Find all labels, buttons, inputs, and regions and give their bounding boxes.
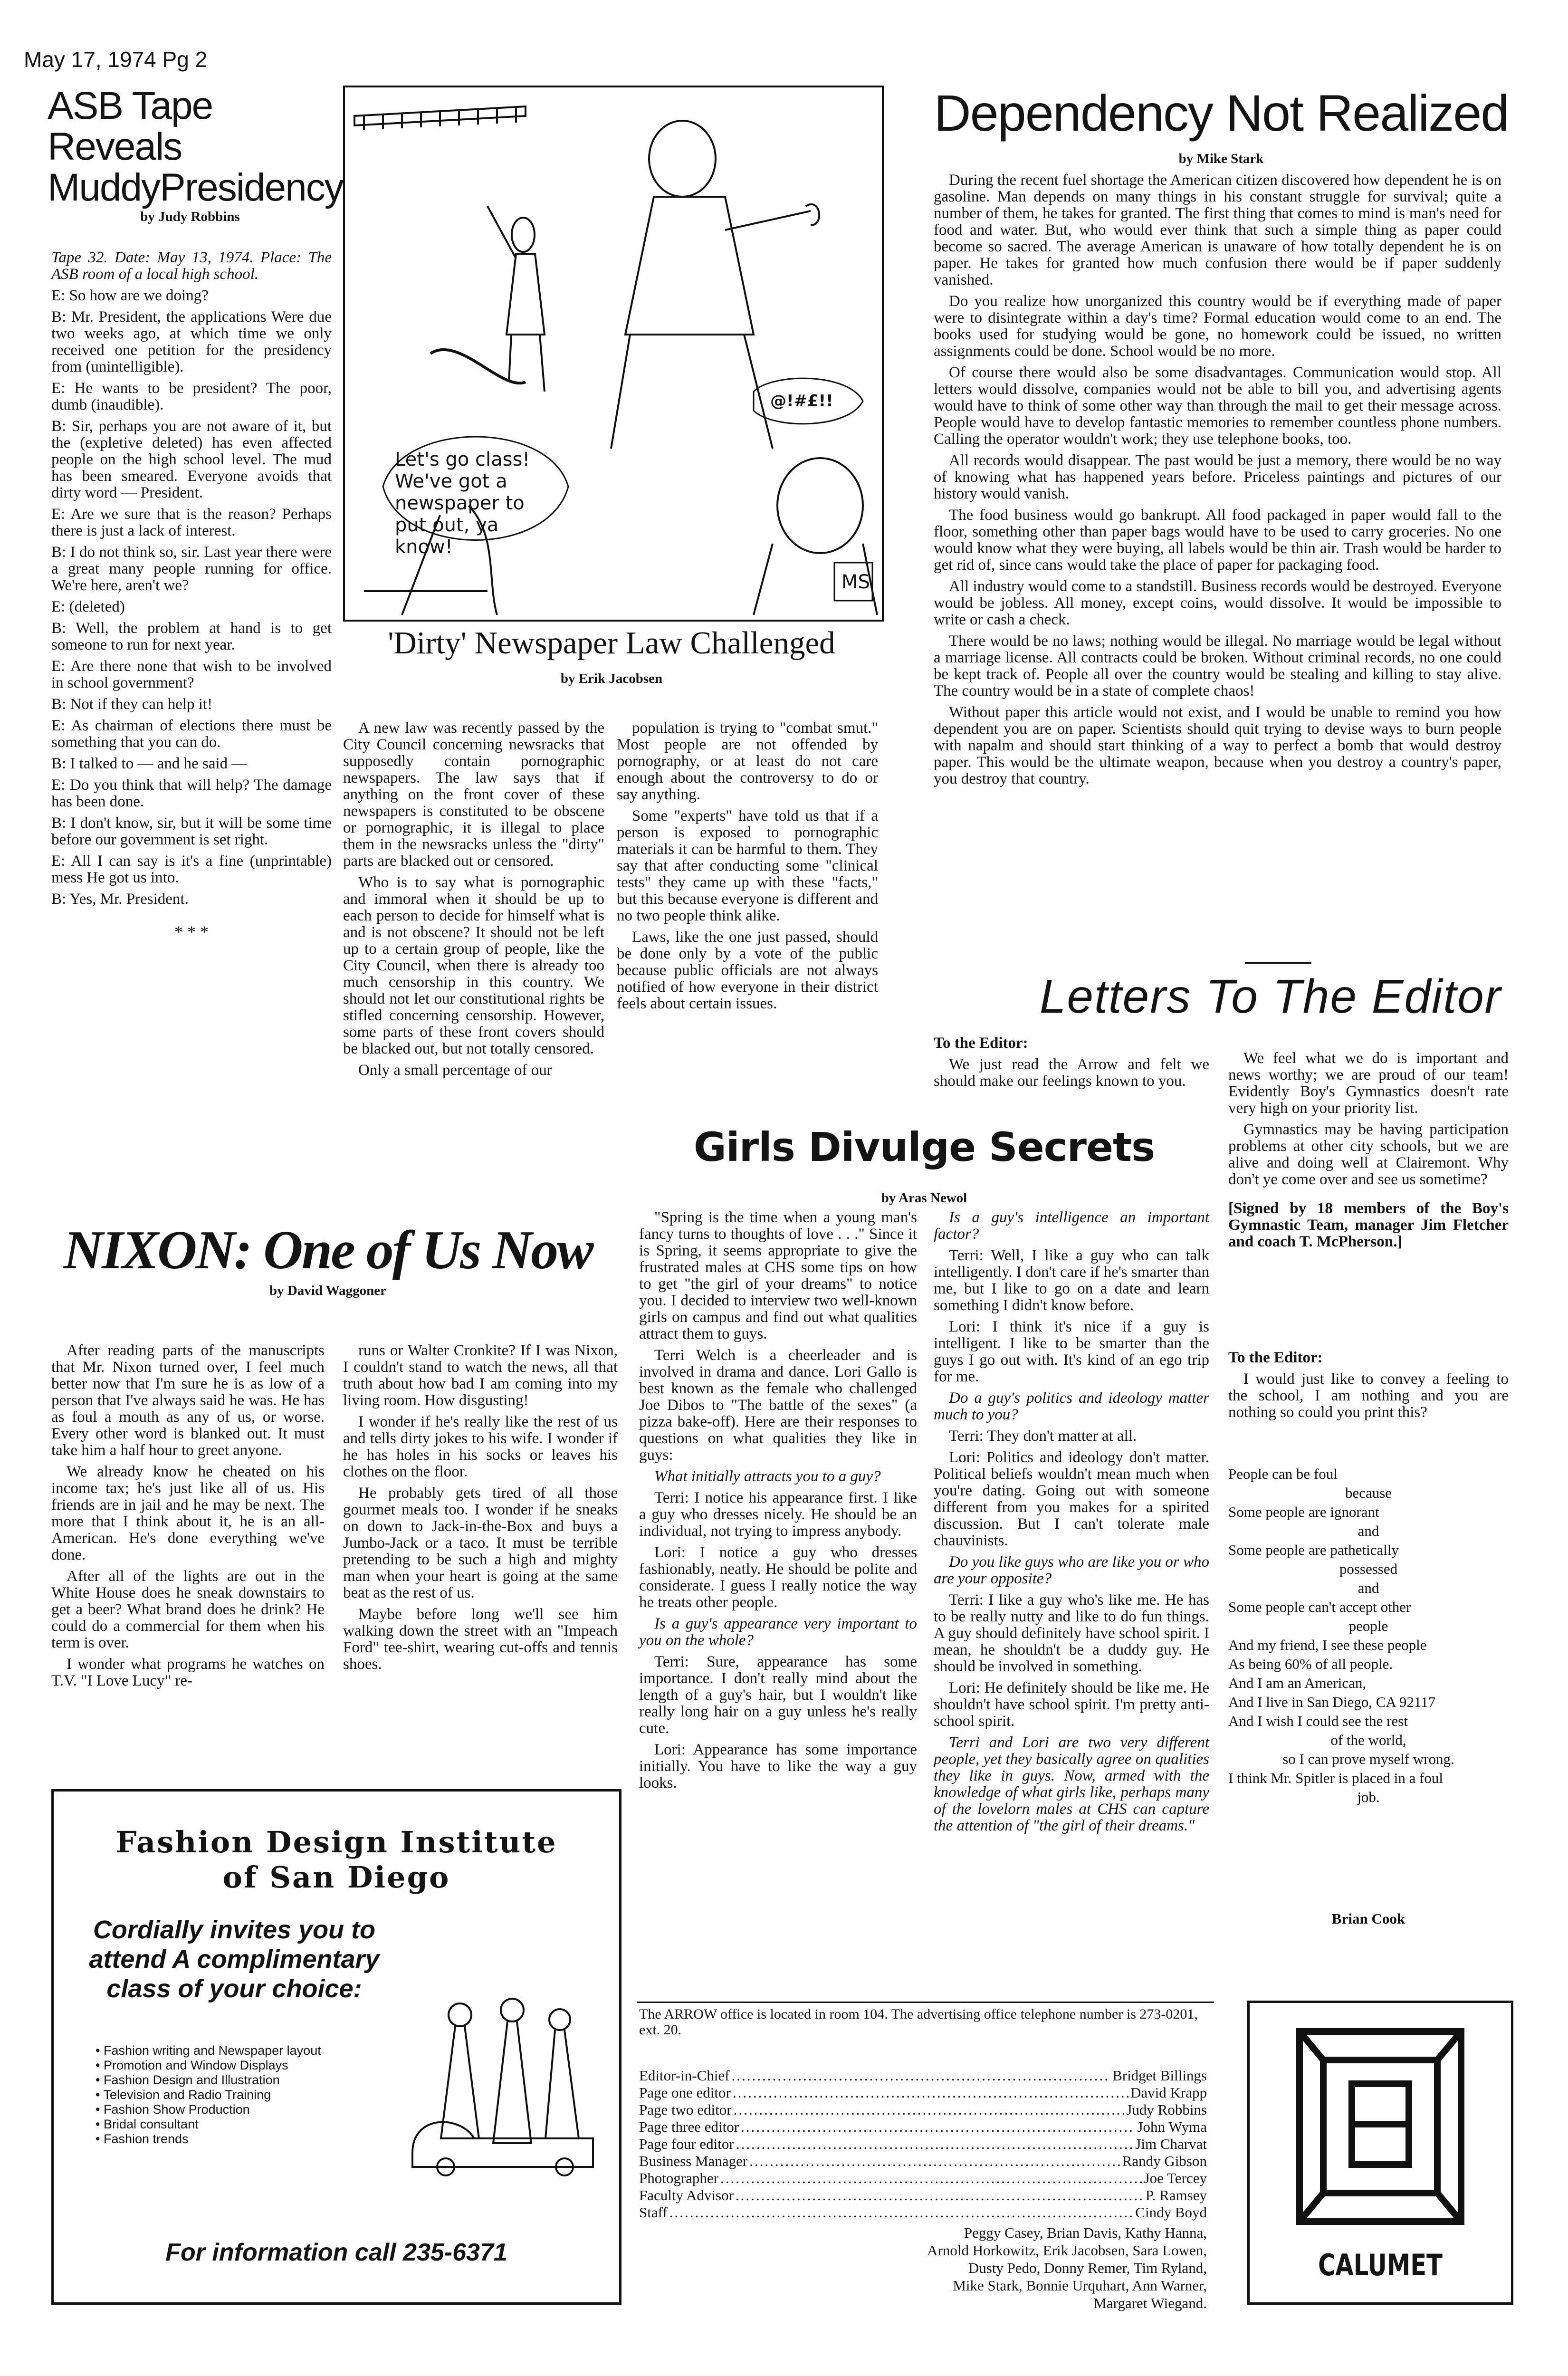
staff-role: Page four editor [639,2136,734,2152]
staff-row [639,2084,1207,2101]
girls-paragraph: "Spring is the time when a young man's fancy turns to thoughts of love . . ." Since it is Spring, it seems appropriate to give the frustrated males at CHS some tips on how to get "the girl of your dreams" to notice you. I decided to interview two well-known girls on campus and find out what qualities attract them to guys. [639,1209,917,1342]
asb-paragraph: B: Well, the problem at hand is to get someone to run for next year. [51,620,332,653]
dependency-paragraph: During the recent fuel shortage the American citizen discovered how dependent he is on gasoline. Man depends on many things in his constant struggle for survival; quite a number of them, he takes for granted. The first thing that comes to mind is man's need for food and water. But, who would ever think that such a simple thing as paper could become so sacred. The average American is unaware of how totally dependent he is on paper. He takes for granted how much confusion there would be if paper suddenly vanished. [934,172,1501,288]
staff-name: Bridget Billings [1112,2067,1207,2084]
asb-paragraph: E: So how are we doing? [51,287,209,304]
nixon-paragraph: I wonder if he's really like the rest of us and tells dirty jokes to his wife. I wonder if he has holes in his socks or leaves his clothes on the floor. [343,1413,618,1480]
fashion-ad-list-item: • Fashion writing and Newspaper layout [96,2043,400,2058]
dirty-paragraph: population is trying to "combat smut." Most people are not offended by pornography, or at least do not care enough about the controversy to do or say anything. [617,719,878,803]
asb-headline-line2: MuddyPresidency [48,166,343,209]
letter-2-paragraph: Gymnastics may be having participation problems at other city schools, but we are alive and doing well at Clairemont. Why don't ye come over and see us sometime? [1228,1121,1509,1188]
dirty-paragraph: Only a small percentage of our [358,1062,552,1079]
fashion-ad-invite: Cordially invites you to attend A complimentary class of your choice: [89,1916,380,2003]
asb-paragraph: E: Are there none that wish to be involved in school government? [51,658,332,691]
letter-1-salutation: To the Editor: [934,1035,1028,1052]
girls-paragraph: Lori: I think it's nice if a guy is intelligent. I like to be smarter than the guys I go out with. It's kind of an ego trip for me. [934,1318,1209,1385]
staff-more-line: Dusty Pedo, Donny Remer, Tim Ryland, [968,2260,1207,2276]
asb-paragraph: E: Are we sure that is the reason? Perhaps there is just a lack of interest. [51,506,332,539]
girls-headline: Girls Divulge Secrets [693,1124,1155,1170]
letter-1-body: We just read the Arrow and felt we should make our feelings known to you. [934,1056,1209,1090]
girls-paragraph: Is a guy's appearance very important to you on the whole? [639,1615,917,1649]
staff-role: Page three editor [639,2118,739,2135]
staff-leader-dots [733,2084,1128,2101]
dependency-end-rule [1245,962,1311,964]
staff-more-line: Peggy Casey, Brian Davis, Kathy Hanna, [964,2224,1207,2241]
staff-leader-dots [736,2187,1144,2204]
poem-line: And I wish I could see the rest [1228,1713,1408,1729]
asb-intro: Tape 32. Date: May 13, 1974. Place: The ASB room of a local high school. [51,249,332,283]
staff-leader-dots [669,2204,1134,2221]
cartoon-exclaim: @!#£!! [770,392,833,411]
staff-row [639,2170,1207,2187]
staff-name: Randy Gibson [1122,2153,1207,2169]
girls-paragraph: Terri Welch is a cheerleader and is involved in drama and dance. Lori Gallo is best known as the female who challenged Joe Dibos to "The battle of the sexes" (a pizza bake-off). Here are their responses to questions on what qualities they like in guys: [639,1347,917,1464]
dependency-headline: Dependency Not Realized [934,84,1509,142]
dirty-column-2 [617,720,878,1017]
asb-paragraph: E: (deleted) [51,598,125,615]
staff-row [639,2067,1207,2084]
asb-end-mark: * * * [174,922,209,941]
letters-letter-1 [934,1035,1209,1094]
girls-paragraph: Lori: He definitely should be like me. He shouldn't have school spirit. I'm pretty anti-school spirit. [934,1679,1209,1730]
girls-paragraph: Terri: They don't matter at all. [949,1428,1137,1445]
asb-article [51,249,332,942]
letter-3-body: I would just like to convey a feeling to the school, I am nothing and you are nothing so could you print this? [1228,1370,1509,1421]
fashion-ad-list-item: • Fashion Show Production [96,2102,400,2117]
girls-paragraph: What initially attracts you to a guy? [654,1468,881,1485]
asb-paragraph: B: I talked to — and he said — [51,755,248,772]
letter-2-signed: [Signed by 18 members of the Boy's Gymnastic Team, manager Jim Fletcher and coach T. McPherson.] [1228,1200,1509,1250]
staff-more-line: Margaret Wiegand. [1093,2295,1207,2311]
cartoon [343,86,884,622]
letter-3-signed: Brian Cook [1331,1910,1405,1927]
dirty-paragraph: Who is to say what is pornographic and immoral when it should be up to each person to decide for himself what is and is not obscene? It should not be left up to a certain group of people, like the City Council, when there is already too much censorship in this country. We should not let our constitutional rights be stifled concerning censorship. However, some parts of these front covers should be blacked out, but not totally censored. [343,874,604,1057]
letters-headline: Letters To The Editor [1039,970,1501,1023]
asb-paragraph: E: All I can say is it's a fine (unprintable) mess He got us into. [51,853,332,886]
asb-paragraph: B: Yes, Mr. President. [51,891,189,908]
nixon-byline: by David Waggoner [269,1283,386,1298]
letter-3-salutation: To the Editor: [1228,1349,1323,1366]
poem-line: People can be foul [1228,1466,1338,1482]
staff-name: John Wyma [1137,2118,1207,2135]
staff-row [639,2101,1207,2118]
cartoon-signature: MS [841,571,870,593]
staff-row [639,2204,1207,2221]
letters-letter-3 [1228,1350,1509,1426]
asb-paragraph: B: I don't know, sir, but it will be some time before our government is set right. [51,814,332,848]
poem-line: Some people are ignorant [1228,1504,1379,1520]
asb-headline [48,84,343,209]
poem-line: And I live in San Diego, CA 92117 [1228,1694,1436,1710]
girls-paragraph: Lori: Politics and ideology don't matter. Political beliefs wouldn't mean much when you're dating. Going out with someone different from you makes for a spirited discussion. But I can't tolerate male chauvinists. [934,1449,1209,1549]
girls-column-1 [639,1209,917,1796]
nixon-column-2 [343,1342,618,1677]
dateline: May 17, 1974 Pg 2 [24,47,208,72]
staff-role: Staff [639,2204,668,2221]
masthead-staff-more [639,2224,1207,2312]
fashion-ad-title [54,1825,619,1895]
fashion-ad-list-item: • Fashion Design and Illustration [96,2073,400,2088]
staff-row [639,2153,1207,2170]
staff-role: Page one editor [639,2084,731,2101]
fashion-ad-list-item: • Bridal consultant [96,2117,400,2132]
dependency-paragraph: The food business would go bankrupt. All food packaged in paper would fall to the floor, something other than paper bags would have to be used to carry groceries. No one would know what they were buying, all labels would be thin air. Trash would be harder to get rid of, since cans would take the place of paper for packaging food. [934,507,1501,574]
poem-line: And my friend, I see these people [1228,1637,1427,1653]
staff-name: Cindy Boyd [1135,2204,1207,2221]
nixon-column-1 [51,1342,325,1694]
masthead-rule [637,2002,1214,2003]
dirty-column-1 [343,720,604,1083]
staff-name: Jim Charvat [1135,2136,1207,2152]
staff-more-line: Mike Stark, Bonnie Urquhart, Ann Warner, [953,2277,1207,2294]
asb-paragraph: E: As chairman of elections there must be something that you can do. [51,717,332,751]
dependency-paragraph: All industry would come to a standstill. Business records would be destroyed. Everyone would be jobless. All money, except coins, would dissolve. It would be impossible to write or cash a check. [934,578,1501,628]
poem-line: Some people are pathetically [1228,1542,1399,1558]
dependency-paragraph: Without paper this article would not exist, and I would be unable to remind you how dependent you are on paper. Scientists should quit trying to devise ways to burn people with napalm and should start thinking of a way to perfect a bomb that would destroy paper. This would be the ultimate weapon, because when you destroy a country's paper, you destroy that country. [934,704,1501,787]
poem-line: of the world, [1330,1732,1406,1748]
staff-leader-dots [749,2153,1120,2170]
letters-letter-2 [1228,1050,1509,1255]
girls-byline: by Aras Newol [881,1190,967,1206]
cartoon-speech: Let's go class! We've got a newspaper to put out, ya know! [395,449,530,558]
fashion-ad-title-line1: Fashion Design Institute [115,1825,557,1859]
letter-2-paragraph: We feel what we do is important and news worthy; we are proud of our team! Evidently Boy's Gymnastics doesn't rate very high on your priority list. [1228,1050,1509,1117]
girls-column-2 [934,1209,1209,1839]
nixon-headline: NIXON: One of Us Now [63,1220,593,1281]
girls-paragraph: Lori: Appearance has some importance initially. You have to like the way a guy looks. [639,1741,917,1792]
nixon-paragraph: We already know he cheated on his income tax; he's just like all of us. His friends are in jail and he may be next. The more that I think about it, he is an all-American. He's done everything we've done. [51,1463,325,1563]
calumet-ad [1247,2001,1513,2305]
staff-role: Editor-in-Chief [639,2067,730,2084]
staff-role: Business Manager [639,2153,748,2169]
staff-name: Joe Tercey [1144,2170,1207,2186]
asb-headline-line1: ASB Tape Reveals [48,84,213,168]
asb-paragraph: E: Do you think that will help? The damage has been done. [51,776,332,810]
poem-line: And I am an American, [1228,1675,1367,1691]
staff-role: Page two editor [639,2101,732,2118]
dirty-headline: 'Dirty' Newspaper Law Challenged [388,625,835,661]
poem-line: Some people can't accept other [1228,1599,1411,1615]
fashion-ad-footer: For information call 235-6371 [165,2239,507,2266]
dependency-paragraph: There would be no laws; nothing would be illegal. No marriage would be legal without a marriage license. All contracts could be broken. Without criminal records, no one could be kept track of. People all over the country would be stealing and killing to stay alive. The country would be in a state of complete chaos! [934,632,1501,699]
staff-leader-dots [720,2170,1142,2187]
fashion-ad-illustration [403,1996,602,2176]
poem-line: because [1345,1485,1392,1501]
nixon-paragraph: After reading parts of the manuscripts that Mr. Nixon turned over, I feel much better now that I'm sure he is as low of a person that I've always said he was. He has as foul a mouth as any of us, or worse. Every other word is blanked out. It must take him a half hour to greet anyone. [51,1342,325,1459]
girls-paragraph: Terri: I notice his appearance first. I like a guy who dresses nicely. He should be an individual, not trying to impress anybody. [639,1489,917,1540]
fashion-ad-list-item: • Television and Radio Training [96,2088,400,2102]
asb-paragraphs [51,287,332,908]
asb-paragraph: B: I do not think so, sir. Last year there were a great many people running for office. We're here, aren't we? [51,544,332,594]
girls-paragraph: Terri: Sure, appearance has some importance. I don't really mind about the length of a guy's hair, but I wouldn't like really long hair on a guy unless he's really cute. [639,1653,917,1737]
dependency-paragraph: Of course there would also be some disadvantages. Communication would stop. All letters would dissolve, companies would not be able to bill you, and advertising agents would have to think of some other way than through the mail to get their message across. People would have to develop fantastic memories to remember countless phone numbers. Calling the operator wouldn't work; they use telephone books, too. [934,364,1501,448]
staff-row [639,2118,1207,2136]
staff-name: P. Ramsey [1145,2187,1207,2204]
masthead-staff-list [639,2067,1207,2221]
staff-row [639,2136,1207,2153]
asb-paragraph: B: Sir, perhaps you are not aware of it, but the (expletive deleted) has even affected people on the high school level. The mud has been smeared. Everyone avoids that dirty word — President. [51,418,332,501]
staff-row [639,2187,1207,2204]
fashion-ad-list-item: • Fashion trends [96,2132,400,2146]
girls-paragraph: Lori: I notice a guy who dresses fashionably, neatly. He should be polite and considerate. I guess I really notice the way he treats other people. [639,1544,917,1611]
poem-line: possessed [1339,1561,1398,1577]
dirty-paragraph: Laws, like the one just passed, should be done only by a vote of the public because public officials are not always notified of how everyone in their district feels about certain issues. [617,929,878,1012]
dependency-byline: by Mike Stark [1178,151,1264,166]
nixon-paragraph: I wonder what programs he watches on T.V. "I Love Lucy" re- [51,1656,325,1689]
staff-name: David Krapp [1130,2084,1207,2101]
nixon-paragraph: Maybe before long we'll see him walking down the street with an "Impeach Ford" tee-shirt, wearing cut-offs and tennis shoes. [343,1606,618,1673]
staff-leader-dots [741,2118,1135,2136]
staff-role: Faculty Advisor [639,2187,734,2204]
dirty-paragraph: A new law was recently passed by the City Council concerning newsracks that supposedly contain pornographic newspapers. The law says that if anything on the front cover of these newspapers is constituted to be obscene or pornographic, it is illegal to place them in the newsracks unless the "dirty" parts are blacked out or censored. [343,719,604,870]
girls-paragraph: Do you like guys who are like you or who are your opposite? [934,1553,1209,1587]
dependency-paragraph: Do you realize how unorganized this country would be if everything made of paper were to disintegrate within a day's time? Formal education would come to an end. The books used for studying would be gone, no homework could be issued, no written assignments could be done. School would be no more. [934,293,1501,360]
staff-more-line: Arnold Horkowitz, Erik Jacobsen, Sara Lowen, [927,2242,1207,2259]
asb-paragraph: B: Not if they can help it! [51,696,213,713]
poem-line: and [1358,1523,1379,1539]
asb-paragraph: E: He wants to be president? The poor, dumb (inaudible). [51,380,332,413]
staff-leader-dots [732,2067,1111,2084]
fashion-ad-list-item: • Promotion and Window Displays [96,2058,400,2073]
fashion-ad [51,1789,621,2305]
dependency-article [934,172,1501,792]
poem-line: As being 60% of all people. [1228,1656,1393,1672]
poem-line: job. [1357,1789,1380,1805]
girls-paragraph: Terri: Well, I like a guy who can talk intelligently. I don't care if he's smarter than me, but I like to go on a date and learn something I didn't know before. [934,1247,1209,1314]
asb-byline: by Judy Robbins [140,209,240,224]
masthead-office-note: The ARROW office is located in room 104. The advertising office telephone number is 273-0201, ext. 20. [639,2006,1198,2038]
fashion-ad-title-line2: of San Diego [222,1860,450,1895]
girls-paragraph: Terri and Lori are two very different people, yet they basically agree on qualities they like in guys. Now, armed with the knowledge of what girls like, perhaps many of the lovelorn males at CHS can capture the attention of "the girl of their dreams." [934,1734,1209,1834]
nixon-paragraph: After all of the lights are out in the White House does he sneak downstairs to get a beer? What brand does he drink? He could do a commercial for them when his term is over. [51,1568,325,1651]
girls-paragraph: Do a guy's politics and ideology matter much to you? [934,1389,1209,1423]
poem-line: people [1348,1618,1388,1634]
dependency-paragraph: All records would disappear. The past would be just a memory, there would be no way of knowing what has happened years before. Priceless paintings and pictures of our history would vanish. [934,452,1501,502]
letter-3-poem [1228,1466,1509,1808]
nixon-paragraph: runs or Walter Cronkite? If I was Nixon, I couldn't stand to watch the news, all that truth about how bad I am coming into my living room. How disgusting! [343,1342,618,1409]
fashion-ad-list [96,2043,400,2146]
girls-paragraph: Is a guy's intelligence an important factor? [934,1209,1209,1243]
staff-leader-dots [736,2136,1134,2153]
poem-line: and [1358,1580,1379,1596]
asb-paragraph: B: Mr. President, the applications Were due two weeks ago, at which time we only received one petition for the presidency from (unintelligible). [51,308,332,375]
letter-2-body [1228,1050,1509,1188]
poem-line: I think Mr. Spitler is placed in a foul [1228,1770,1444,1786]
staff-name: Judy Robbins [1126,2101,1207,2118]
girls-paragraph: Terri: I like a guy who's like me. He has to be really nutty and like to do fun things. A guy should definitely have school spirit. I mean, he shouldn't be a duddy guy. He should be involved in something. [934,1591,1209,1675]
calumet-label: CALUMET [1318,2248,1443,2282]
poem-line: so I can prove myself wrong. [1282,1751,1454,1767]
staff-role: Photographer [639,2170,719,2186]
nixon-paragraph: He probably gets tired of all those gourmet meals too. I wonder if he sneaks on down to Jack-in-the-Box and buys a Jumbo-Jack or a taco. It must be terrible pretending to be such a high and mighty man when your heart is going at the same beat as the rest of us. [343,1485,618,1601]
calumet-logo-icon [1290,2022,1471,2231]
dirty-byline: by Erik Jacobsen [560,671,663,686]
staff-leader-dots [734,2101,1125,2118]
dirty-paragraph: Some "experts" have told us that if a person is exposed to pornographic materials it can be harmful to them. They say that after conducting some "clinical tests" they came up with these "facts," but this because everyone is different and no two people think alike. [617,807,878,924]
